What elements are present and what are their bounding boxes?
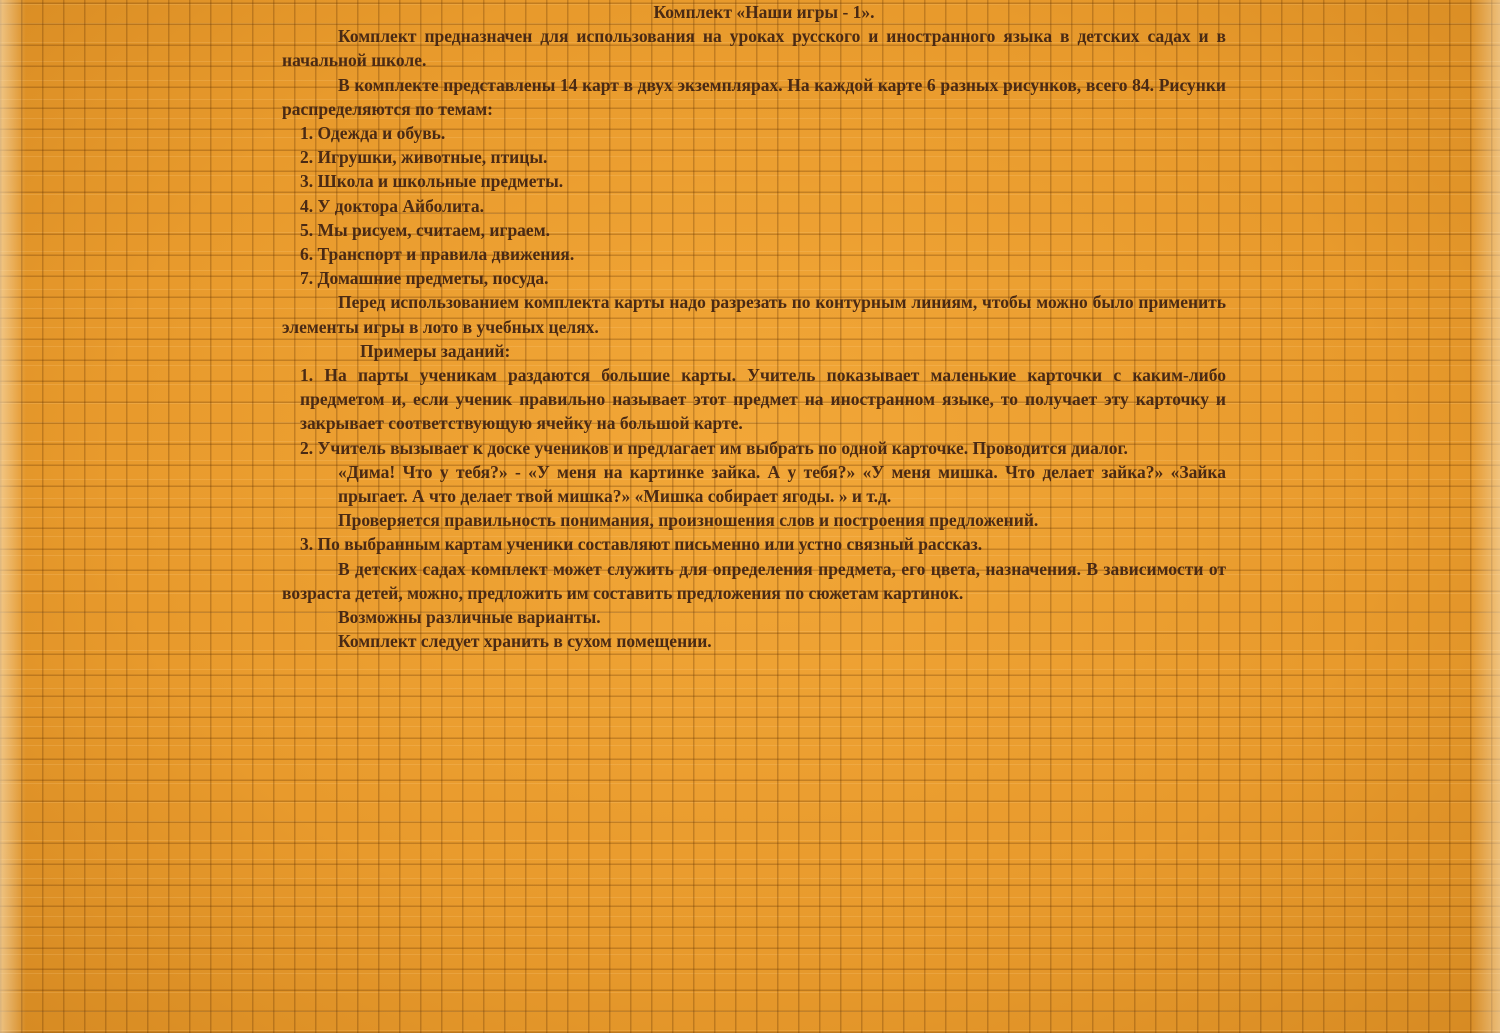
examples-heading: Примеры заданий: [360, 340, 511, 361]
storage-paragraph: Комплект следует хранить в сухом помещении. [338, 631, 712, 652]
scan-edge-right [1470, 0, 1500, 1033]
topic-item: 4. У доктора Айболита. [300, 195, 484, 216]
document-title: Комплект «Наши игры - 1». [653, 2, 875, 22]
preparation-paragraph: Перед использованием комплекта карты надо разрезать по контурным линиям, чтобы можно было применить элементы игры в лото в учебных целях. [282, 292, 1226, 337]
task-item-2: 2. Учитель вызывает к доске учеников и предлагает им выбрать по одной карточке. Проводится диалог. [300, 437, 1128, 458]
topic-item: 6. Транспорт и правила движения. [300, 244, 575, 265]
topic-item: 1. Одежда и обувь. [300, 123, 446, 144]
task-item-1: 1. На парты ученикам раздаются большие карты. Учитель показывает маленькие карточки с каким-либо предметом и, если ученик правильно называет этот предмет на иностранном языке, то получает эту карточку и закрывает соответствующую ячейку на большой карте. [300, 365, 1226, 434]
variants-paragraph: Возможны различные варианты. [338, 607, 601, 628]
scan-edge-left [0, 0, 26, 1033]
dialog-example: «Дима! Что у тебя?» - «У меня на картинке зайка. А у тебя?» «У меня мишка. Что делает зайка?» «Зайка прыгает. А что делает твой мишка?» «Мишка собирает ягоды. » и т.д. [338, 461, 1226, 507]
instruction-sheet [282, 0, 1226, 653]
intro-paragraph: Комплект предназначен для использования на уроках русского и иностранного языка в детских садах и в начальной школе. [282, 26, 1226, 71]
topic-item: 3. Школа и школьные предметы. [300, 171, 564, 192]
kindergarten-paragraph: В детских садах комплект может служить для определения предмета, его цвета, назначения. В зависимости от возраста детей, можно, предложить им составить предложения по сюжетам картинок. [282, 558, 1226, 603]
topic-item: 7. Домашние предметы, посуда. [300, 268, 549, 289]
check-paragraph: Проверяется правильность понимания, произношения слов и построения предложений. [338, 510, 1039, 531]
task-item-3: 3. По выбранным картам ученики составляют письменно или устно связный рассказ. [300, 534, 983, 555]
topic-list [282, 121, 1226, 290]
topic-item: 2. Игрушки, животные, птицы. [300, 147, 548, 168]
topic-item: 5. Мы рисуем, считаем, играем. [300, 219, 550, 240]
contents-paragraph: В комплекте представлены 14 карт в двух экземплярах. На каждой карте 6 разных рисунков, всего 84. Рисунки распределяются по темам: [282, 74, 1226, 119]
